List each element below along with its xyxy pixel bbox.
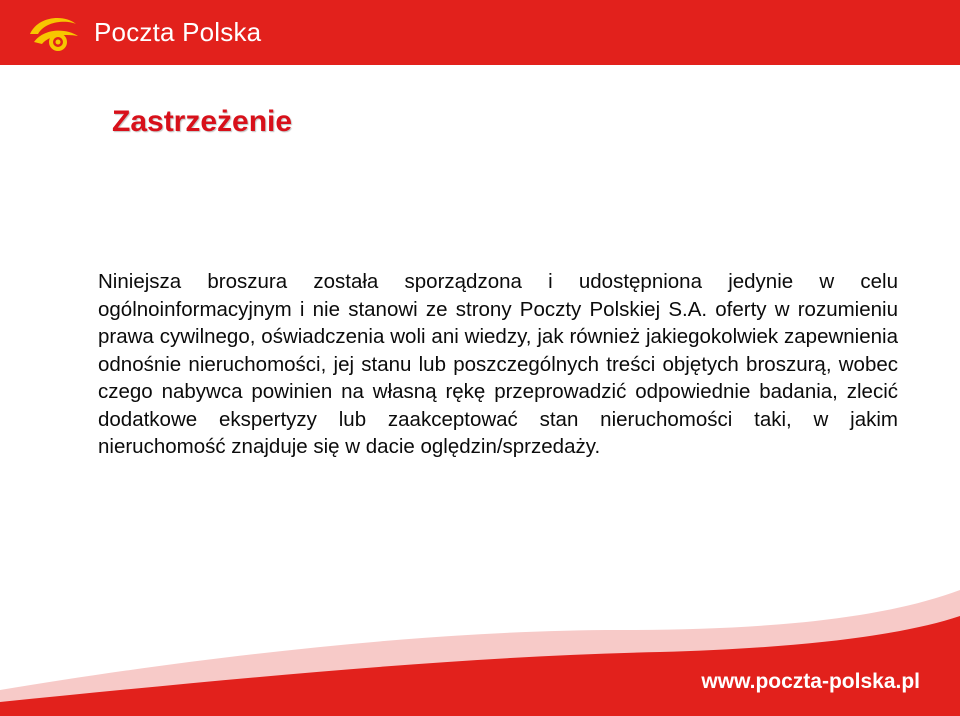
poczta-polska-horn-logo-icon <box>24 12 86 52</box>
footer-wave <box>0 590 960 716</box>
brand-logo[interactable] <box>24 10 261 54</box>
disclaimer-text: Niniejsza broszura została sporządzona i udostępniona jedynie w celu ogólnoinformacyjnym i nie stanowi ze strony Poczty Polskiej S.A. oferty w rozumieniu prawa cywilnego, oświadczenia woli ani wiedzy, jak również jakiegokolwiek zapewnienia odnośnie nieruchomości, jej stanu lub poszczególnych treści objętych broszurą, wobec czego nabywca powinien na własną rękę przeprowadzić odpowiednie badania, zlecić dodatkowe ekspertyzy lub zaakceptować stan nieruchomości taki, w jakim nieruchomość znajduje się w dacie oględzin/sprzedaży. <box>98 270 898 458</box>
page-title: Zastrzeżenie <box>112 105 293 138</box>
header-bar <box>0 0 960 65</box>
website-link[interactable]: www.poczta-polska.pl <box>701 670 920 693</box>
brand-name: Poczta Polska <box>94 16 262 47</box>
